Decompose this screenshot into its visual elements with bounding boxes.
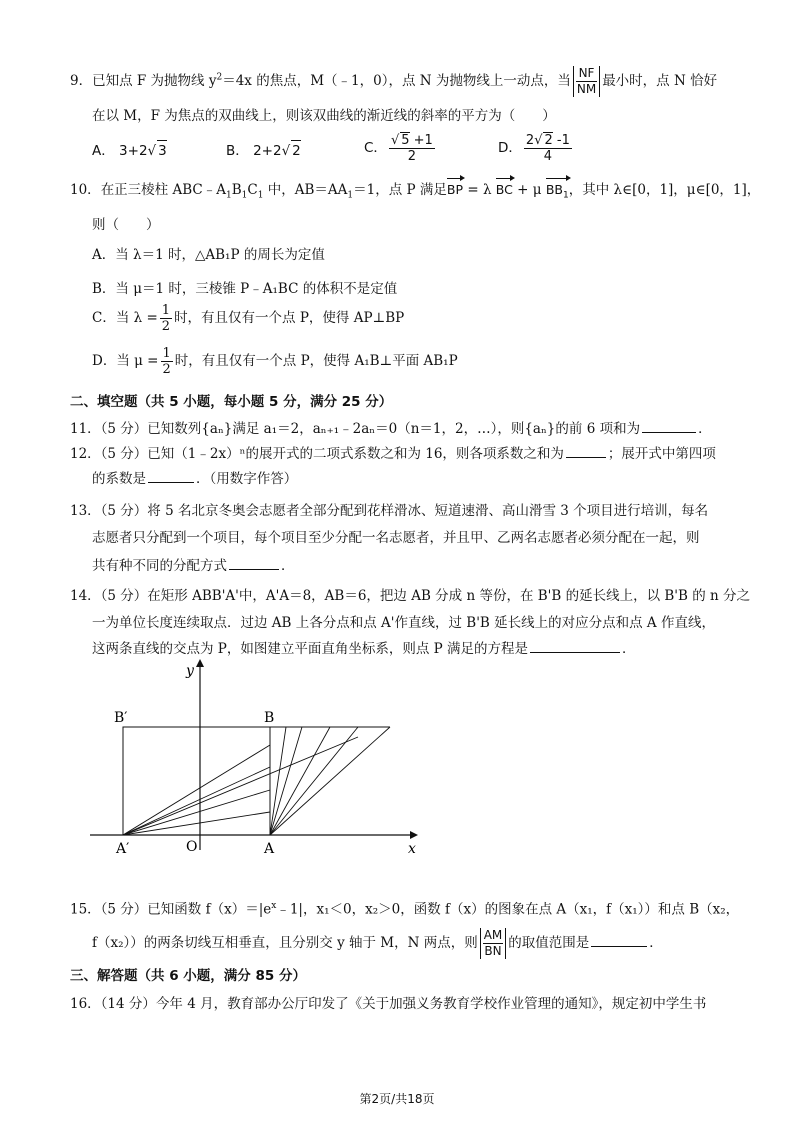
rectangle-abba [123, 727, 270, 835]
q13-text-b: ． [281, 558, 295, 574]
q14-answer-blank[interactable] [530, 638, 620, 653]
q9-c-num-post: +1 [409, 133, 433, 148]
q15-text-c: f（x₂））的两条切线互相垂直，且分别交 y 轴于 M，N 两点，则 [92, 935, 478, 951]
q10-option-c [92, 303, 404, 334]
q16-line1: 16．（14 分）今年 4 月，教育部办公厅印发了《关于加强义务教育学校作业管理的通知》，规定初中学生书 [70, 996, 707, 1012]
q10-d-pre: D．当 μ = [92, 353, 159, 369]
q10-plus: + μ [512, 182, 546, 198]
q9-line2: 在以 M，F 为焦点的双曲线上，则该双曲线的渐近线的斜率的平方为（ ） [92, 108, 556, 124]
q15-ratio [480, 928, 507, 959]
line-from-a [270, 727, 302, 835]
q13-line1: 13．（5 分）将 5 名北京冬奥会志愿者全部分配到花样滑冰、短道速滑、高山滑雪 3 个项目进行培训，每名 [70, 503, 709, 519]
q12-answer-blank-1[interactable] [566, 443, 606, 458]
line-from-a [270, 727, 390, 835]
vector-bb1 [546, 180, 569, 206]
q9-option-d [498, 132, 574, 164]
line-from-a-prime [123, 737, 358, 835]
q9-d-num: 2√ 2 -1 [525, 133, 570, 148]
q10-line1 [70, 180, 760, 206]
q10-c-pre: C．当 λ = [92, 310, 158, 326]
q15-text-d: 的取值范围是 [508, 935, 590, 951]
vector-bb1-text: BB [545, 182, 564, 197]
q10-d-post: 时，有且仅有一个点 P，使得 A₁B⊥平面 AB₁P [174, 353, 458, 369]
q12-text-c: 的系数是 [92, 471, 146, 487]
q9-ratio [573, 66, 600, 97]
q15-line1 [70, 896, 739, 920]
q11 [70, 418, 712, 439]
q15-ratio-den: BN [484, 944, 502, 958]
q15-answer-blank[interactable] [591, 932, 647, 947]
q12-text-d: ．（用数字作答） [196, 471, 298, 487]
q15-text-a: 15．（5 分）已知函数 f（x）＝|e [70, 901, 272, 918]
q10-sub2: 1 [241, 190, 248, 201]
q13-text-a: 共有种不同的分配方式 [92, 558, 227, 574]
q11-answer-blank[interactable] [642, 418, 696, 433]
q10-c-post: 时，有且仅有一个点 P，使得 AP⊥BP [174, 310, 405, 326]
q9-d-rad: 2 [544, 133, 553, 148]
section-3-heading: 三、解答题（共 6 小题，满分 85 分） [70, 968, 306, 984]
vector-bp: BP [447, 180, 463, 200]
q9-d-pre: 2 [525, 133, 535, 148]
q15-sup: x [271, 901, 277, 911]
page-footer: 第2页/共18页 [359, 1092, 435, 1106]
q9-d-num-post: -1 [552, 133, 570, 148]
q15-text-e: ． [649, 935, 663, 951]
q10-text-c: ＝1，点 P 满足 [353, 182, 447, 198]
q10-sub3: 1 [257, 190, 264, 201]
q10-line2: 则（ ） [92, 217, 160, 233]
line-from-a [270, 727, 330, 835]
q9-d-label: D． [498, 140, 522, 156]
q9-b-label: B． [226, 143, 249, 159]
q13-line3 [92, 555, 295, 576]
q11-text: 11．（5 分）已知数列{aₙ}满足 a₁＝2，aₙ₊₁﹣2aₙ＝0（n＝1，2，…），则{aₙ}的前 6 项和为 [70, 421, 641, 437]
q12-answer-blank-2[interactable] [148, 468, 194, 483]
q10-text-a: 在正三棱柱 ABC﹣A [100, 182, 226, 198]
q10-sub1: 1 [225, 190, 232, 201]
q10-eq: = λ [463, 182, 496, 198]
q9-a-pre: 3+2 [119, 143, 148, 159]
q14-line1: 14．（5 分）在矩形 ABB'A'中，A'A＝8，AB＝6，把边 AB 分成 n 等份，在 B'B 的延长线上，以 B'B 的 n 分之 [70, 588, 750, 604]
q9-text-a: 已知点 F 为抛物线 y [92, 73, 217, 89]
label-a-prime: A′ [116, 841, 130, 855]
q9-number: 9． [70, 73, 93, 89]
label-b: B [264, 710, 275, 726]
y-axis-label: y [186, 663, 194, 679]
q10-c-num: 1 [161, 303, 171, 318]
q15-text-b: ﹣1|，x₁＜0，x₂＞0，函数 f（x）的图象在点 A（x₁，f（x₁））和点 B（x₂， [276, 901, 740, 918]
q10-d-num: 1 [162, 346, 171, 361]
q9-a-label: A． [92, 143, 115, 159]
q9-text-b: ＝4x 的焦点，M（﹣1，0），点 N 为抛物线上一动点，当 [222, 73, 571, 89]
section-2-heading: 二、填空题（共 5 小题，每小题 5 分，满分 25 分） [70, 394, 393, 410]
line-from-a-prime [123, 767, 270, 835]
q10-number: 10． [70, 182, 101, 198]
q9-d-frac [524, 132, 572, 164]
q9-ratio-num: NF [576, 66, 597, 82]
q15-ratio-num: AM [483, 928, 503, 942]
q9-option-c [364, 132, 437, 164]
x-axis-label: x [408, 841, 416, 855]
q14-line2: 一为单位长度连续取点．过边 AB 上各分点和点 A'作直线，过 B'B 延长线上的对应分点和点 A 作直线， [92, 615, 715, 631]
q10-option-d [92, 346, 458, 377]
q10-option-a: A．当 λ＝1 时，△AB₁P 的周长为定值 [92, 247, 325, 263]
q12-text-b: ；展开式中第四项 [607, 446, 716, 462]
label-a: A [264, 841, 275, 855]
q9-sup: 2 [216, 72, 223, 83]
q10-c-frac [160, 303, 172, 334]
q10-text-d: ，其中 λ∈[0，1]，μ∈[0，1]， [568, 182, 761, 198]
q9-text-c: 最小时，点 N 恰好 [602, 73, 718, 89]
q9-ratio-den: NM [576, 82, 597, 96]
q9-a-rad: 3 [157, 140, 167, 161]
q12-line2 [92, 468, 297, 489]
q10-d-frac [161, 346, 173, 377]
q14-text-a: 这两条直线的交点为 P，如图建立平面直角坐标系，则点 P 满足的方程是 [92, 641, 529, 657]
y-axis-arrow [196, 659, 204, 667]
line-from-a-prime [123, 745, 270, 835]
q9-c-label: C． [364, 140, 387, 156]
vector-bb1-sub: 1 [563, 190, 569, 201]
q15-line2 [92, 928, 663, 959]
q9-line1 [70, 66, 717, 97]
label-b-prime: B′ [114, 710, 128, 726]
q12-text-a: 12．（5 分）已知（1﹣2x）ⁿ的展开式的二项式系数之和为 16，则各项系数之和为 [70, 446, 564, 462]
q10-c-den: 2 [161, 319, 171, 334]
q9-option-a: A． 3+2√ 3 [92, 140, 167, 161]
label-origin: O [186, 839, 198, 855]
q10-sub4: 1 [347, 190, 354, 201]
q9-c-den: 2 [407, 149, 417, 164]
q10-option-b: B．当 μ＝1 时，三棱锥 P﹣A₁BC 的体积不是定值 [92, 281, 398, 297]
q9-c-rad: 5 [401, 133, 410, 148]
q12-line1 [70, 443, 716, 464]
q9-c-num: √ 5 +1 [390, 133, 433, 148]
q9-b-rad: 2 [291, 140, 301, 161]
q9-d-den: 4 [543, 149, 553, 164]
q9-option-b: B． 2+2√ 2 [226, 140, 301, 161]
q14-coordinate-figure [80, 655, 430, 855]
vector-bc: BC [496, 180, 513, 200]
line-from-a-prime [123, 790, 270, 835]
q10-t1: B [231, 182, 242, 198]
q10-d-den: 2 [162, 362, 171, 377]
x-axis-arrow [410, 831, 418, 839]
q10-t2: C [247, 182, 258, 198]
q13-answer-blank[interactable] [229, 555, 279, 570]
line-from-a-prime [123, 812, 270, 835]
q14-text-b: ． [622, 641, 636, 657]
q9-c-frac [389, 132, 435, 164]
q13-line2: 志愿者只分配到一个项目，每个项目至少分配一名志愿者，并且甲、乙两名志愿者必须分配在一起，则 [92, 530, 700, 546]
q10-text-b: 中，AB＝AA [263, 182, 348, 198]
q11-end: ． [698, 421, 712, 437]
q9-b-pre: 2+2 [253, 143, 282, 159]
